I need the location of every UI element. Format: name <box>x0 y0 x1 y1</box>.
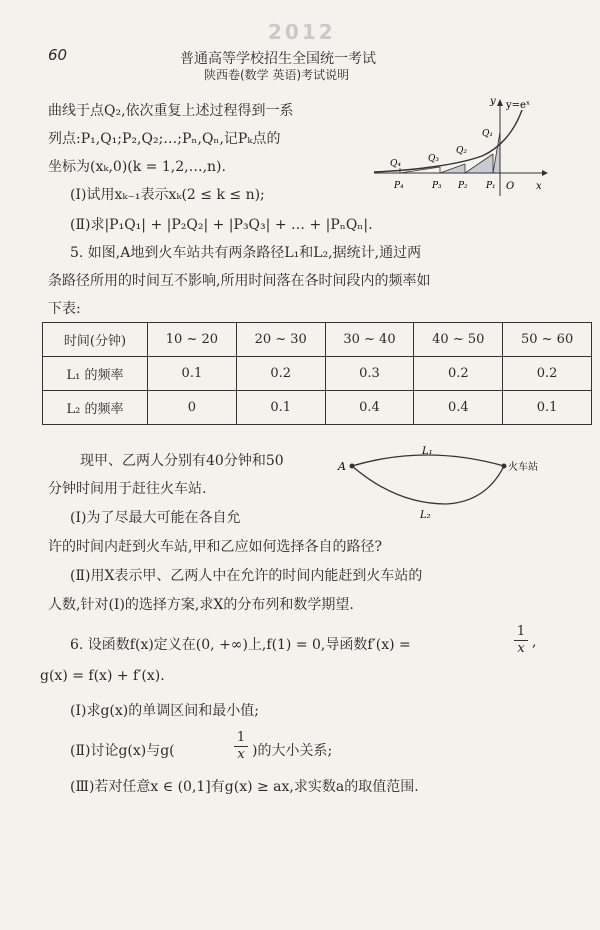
problem4-part1: (Ⅰ)试用xₖ₋₁表示xₖ(2 ≤ k ≤ n); <box>70 187 265 203</box>
p3-label: P₃ <box>432 181 442 191</box>
x-axis-arrow <box>542 170 548 176</box>
problem5-line3: 下表: <box>48 301 81 317</box>
table-cell: 0.3 <box>325 357 414 391</box>
p2-label: P₂ <box>458 181 468 191</box>
table-header-cell: 40 ~ 50 <box>414 323 503 357</box>
x-axis-label: x <box>536 181 542 192</box>
routes-figure <box>336 442 566 522</box>
route-l2 <box>352 466 504 504</box>
fraction-1-over-x <box>514 624 528 657</box>
fraction-numerator: 1 <box>236 730 246 745</box>
frequency-table <box>42 322 592 425</box>
problem4-line2: 列点:P₁,Q₁;P₂,Q₂;…;Pₙ,Qₙ,记Pₖ点的 <box>48 131 281 147</box>
station-label: 火车站 <box>508 462 538 473</box>
table-header-cell: 50 ~ 60 <box>503 323 592 357</box>
table-cell: 0.4 <box>325 391 414 425</box>
table-cell: 0.2 <box>414 357 503 391</box>
table-row-label: L₂ 的频率 <box>43 391 148 425</box>
q1-label: Q₁ <box>482 129 493 139</box>
header-year: 2012 <box>268 20 336 44</box>
table-header-cell: 20 ~ 30 <box>236 323 325 357</box>
problem6-line2: g(x) = f(x) + f′(x). <box>40 668 165 684</box>
table-header-row <box>43 323 592 357</box>
table-row <box>43 357 592 391</box>
table-cell: 0.1 <box>148 357 237 391</box>
q2-label: Q₂ <box>456 146 467 156</box>
y-axis-arrow <box>497 99 503 106</box>
l2-label: L₂ <box>420 510 431 521</box>
problem6-part2-pre: (Ⅱ)讨论g(x)与g( <box>70 743 175 759</box>
fraction-denominator: x <box>234 746 248 763</box>
problem5-line2: 条路径所用的时间互不影响,所用时间落在各时间段内的频率如 <box>48 273 431 289</box>
a-label: A <box>338 460 346 473</box>
table-row-label: L₁ 的频率 <box>43 357 148 391</box>
table-header-cell: 30 ~ 40 <box>325 323 414 357</box>
page-number: 60 <box>48 46 68 64</box>
l1-label: L₁ <box>422 446 433 457</box>
problem4-line1: 曲线于点Q₂,依次重复上述过程得到一系 <box>48 103 294 119</box>
problem4-part2: (Ⅱ)求|P₁Q₁| + |P₂Q₂| + |P₃Q₃| + … + |PₙQₙ|. <box>70 217 373 233</box>
problem6-part2-post: )的大小关系; <box>252 743 333 759</box>
problem5b-part2b: 人数,针对(Ⅰ)的选择方案,求X的分布列和数学期望. <box>48 597 354 613</box>
problem4-line3: 坐标为(xₖ,0)(k = 1,2,…,n). <box>48 159 226 175</box>
problem6-part1: (Ⅰ)求g(x)的单调区间和最小值; <box>70 703 259 719</box>
problem5b-part1: (Ⅰ)为了尽最大可能在各自允 <box>70 510 241 526</box>
problem5b-line2: 分钟时间用于赶往火车站. <box>48 481 207 497</box>
table-cell: 0.1 <box>236 391 325 425</box>
fraction-1-over-x-2 <box>234 730 248 763</box>
point-station <box>502 464 507 469</box>
table-header-cell: 时间(分钟) <box>43 323 148 357</box>
origin-label: O <box>506 181 515 192</box>
y-axis-label: y <box>490 96 496 107</box>
header-title: 普通高等学校招生全国统一考试 <box>180 51 376 67</box>
curve-label: y=eˣ <box>506 100 531 111</box>
problem5b-part1b: 许的时间内赶到火车站,甲和乙应如何选择各自的路径? <box>48 539 382 555</box>
exponential-curve-figure <box>370 96 550 198</box>
problem5b-part2: (Ⅱ)用X表示甲、乙两人中在允许的时间内能赶到火车站的 <box>70 568 423 584</box>
fraction-numerator: 1 <box>516 624 526 639</box>
problem5b-line1: 现甲、乙两人分别有40分钟和50 <box>80 453 284 469</box>
problem6-line1: 6. 设函数f(x)定义在(0, +∞)上,f(1) = 0,导函数f′(x) = <box>70 637 411 653</box>
q3-label: Q₃ <box>428 154 439 164</box>
table-cell: 0.2 <box>236 357 325 391</box>
header-subtitle: 陕西卷(数学 英语)考试说明 <box>204 68 350 82</box>
table-cell: 0 <box>148 391 237 425</box>
q4-label: Q₄ <box>390 159 401 169</box>
fraction-denominator: x <box>514 640 528 657</box>
table-cell: 0.2 <box>503 357 592 391</box>
table-header-cell: 10 ~ 20 <box>148 323 237 357</box>
problem6-part3: (Ⅲ)若对任意x ∈ (0,1]有g(x) ≥ ax,求实数a的取值范围. <box>70 779 419 795</box>
p1-label: P₁ <box>486 181 496 191</box>
table-row <box>43 391 592 425</box>
problem5-line1: 5. 如图,A地到火车站共有两条路径L₁和L₂,据统计,通过两 <box>70 245 422 261</box>
problem6-line1-end: , <box>532 634 537 650</box>
table-cell: 0.1 <box>503 391 592 425</box>
p4-label: P₄ <box>394 181 404 191</box>
point-a <box>350 464 355 469</box>
table-cell: 0.4 <box>414 391 503 425</box>
